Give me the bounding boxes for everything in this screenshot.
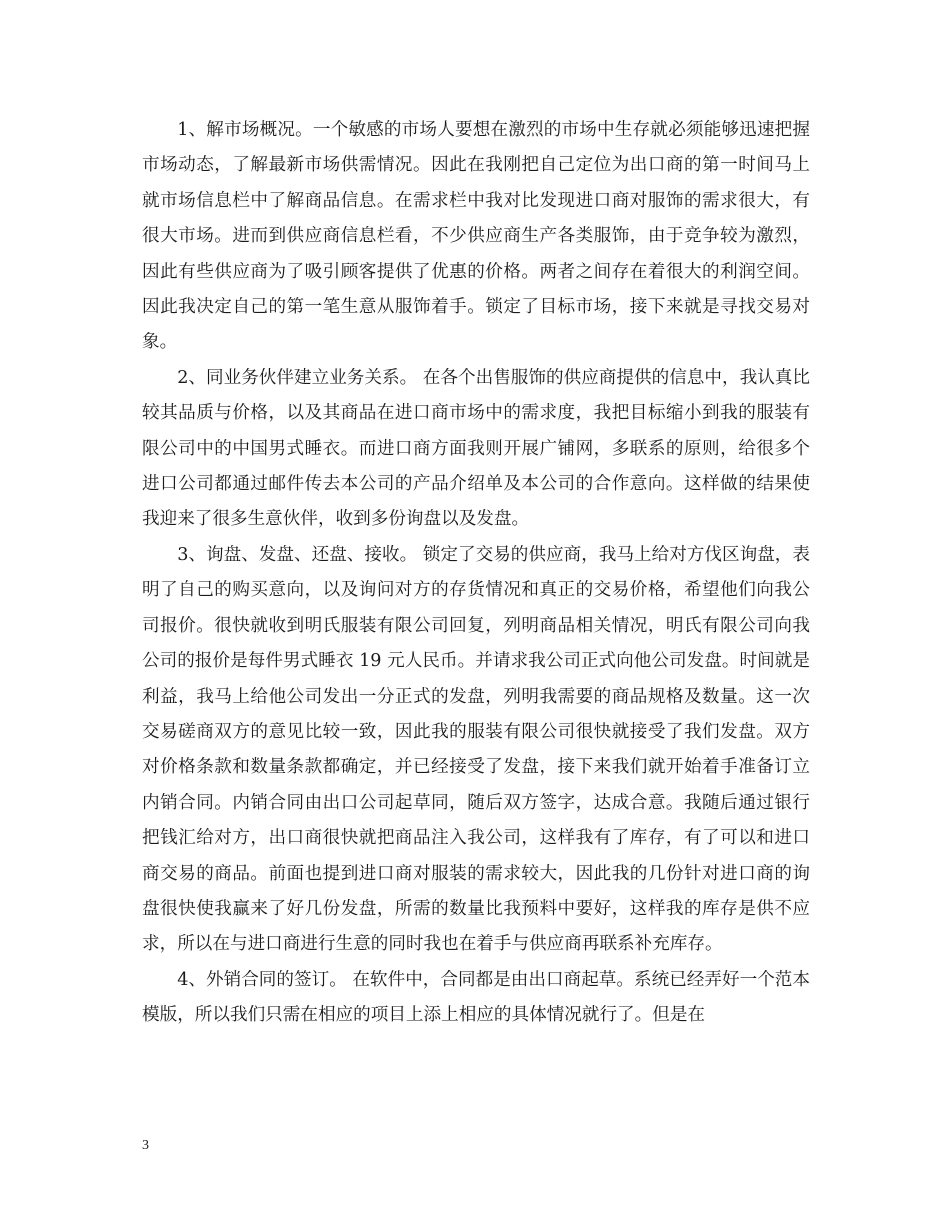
- paragraph-inquiry-offer: 3、询盘、发盘、还盘、接收。 锁定了交易的供应商，我马上给对方伐区询盘，表明了自己的购买意向，以及询问对方的存货情况和真正的交易价格，希望他们向我公司报价。很快就收到明氏服装有限公司回复，列明商品相关情况，明氏有限公司向我公司的报价是每件男式睡衣 19 元人民币。并请求我公司正式向他公司发盘。时间就是利益，我马上给他公司发出一分正式的发盘，列明我需要的商品规格及数量。这一次交易磋商双方的意见比较一致，因此我的服装有限公司很快就接受了我们发盘。双方对价格条款和数量条款都确定，并已经接受了发盘，接下来我们就开始着手准备订立内销合同。内销合同由出口公司起草同，随后双方签字，达成合意。我随后通过银行把钱汇给对方，出口商很快就把商品注入我公司，这样我有了库存，有了可以和进口商交易的商品。前面也提到进口商对服装的需求较大，因此我的几份针对进口商的询盘很快使我赢来了好几份发盘，所需的数量比我预料中要好，这样我的库存是供不应求，所以在与进口商进行生意的同时我也在着手与供应商再联系补充库存。: [142, 544, 810, 955]
- page-number: 3: [142, 1138, 149, 1153]
- body-text: [142, 113, 810, 1034]
- paragraph-market-overview: 1、解市场概况。一个敏感的市场人要想在激烈的市场中生存就必须能够迅速把握市场动态，了解最新市场供需情况。因此在我刚把自己定位为出口商的第一时间马上就市场信息栏中了解商品信息。在需求栏中我对比发现进口商对服饰的需求很大，有很大市场。进而到供应商信息栏看，不少供应商生产各类服饰，由于竞争较为激烈，因此有些供应商为了吸引顾客提供了优惠的价格。两者之间存在着很大的利润空间。因此我决定自己的第一笔生意从服饰着手。锁定了目标市场，接下来就是寻找交易对象。: [142, 120, 810, 353]
- paragraph-business-relations: 2、同业务伙伴建立业务关系。 在各个出售服饰的供应商提供的信息中，我认真比较其品质与价格，以及其商品在进口商市场中的需求度，我把目标缩小到我的服装有限公司中的中国男式睡衣。而进口商方面我则开展广铺网，多联系的原则，给很多个进口公司都通过邮件传去本公司的产品介绍单及本公司的合作意向。这样做的结果使我迎来了很多生意伙伴，收到多份询盘以及发盘。: [142, 367, 810, 530]
- paragraph-export-contract: 4、外销合同的签订。 在软件中，合同都是由出口商起草。系统已经弄好一个范本模版，所以我们只需在相应的项目上添上相应的具体情况就行了。但是在: [142, 969, 810, 1026]
